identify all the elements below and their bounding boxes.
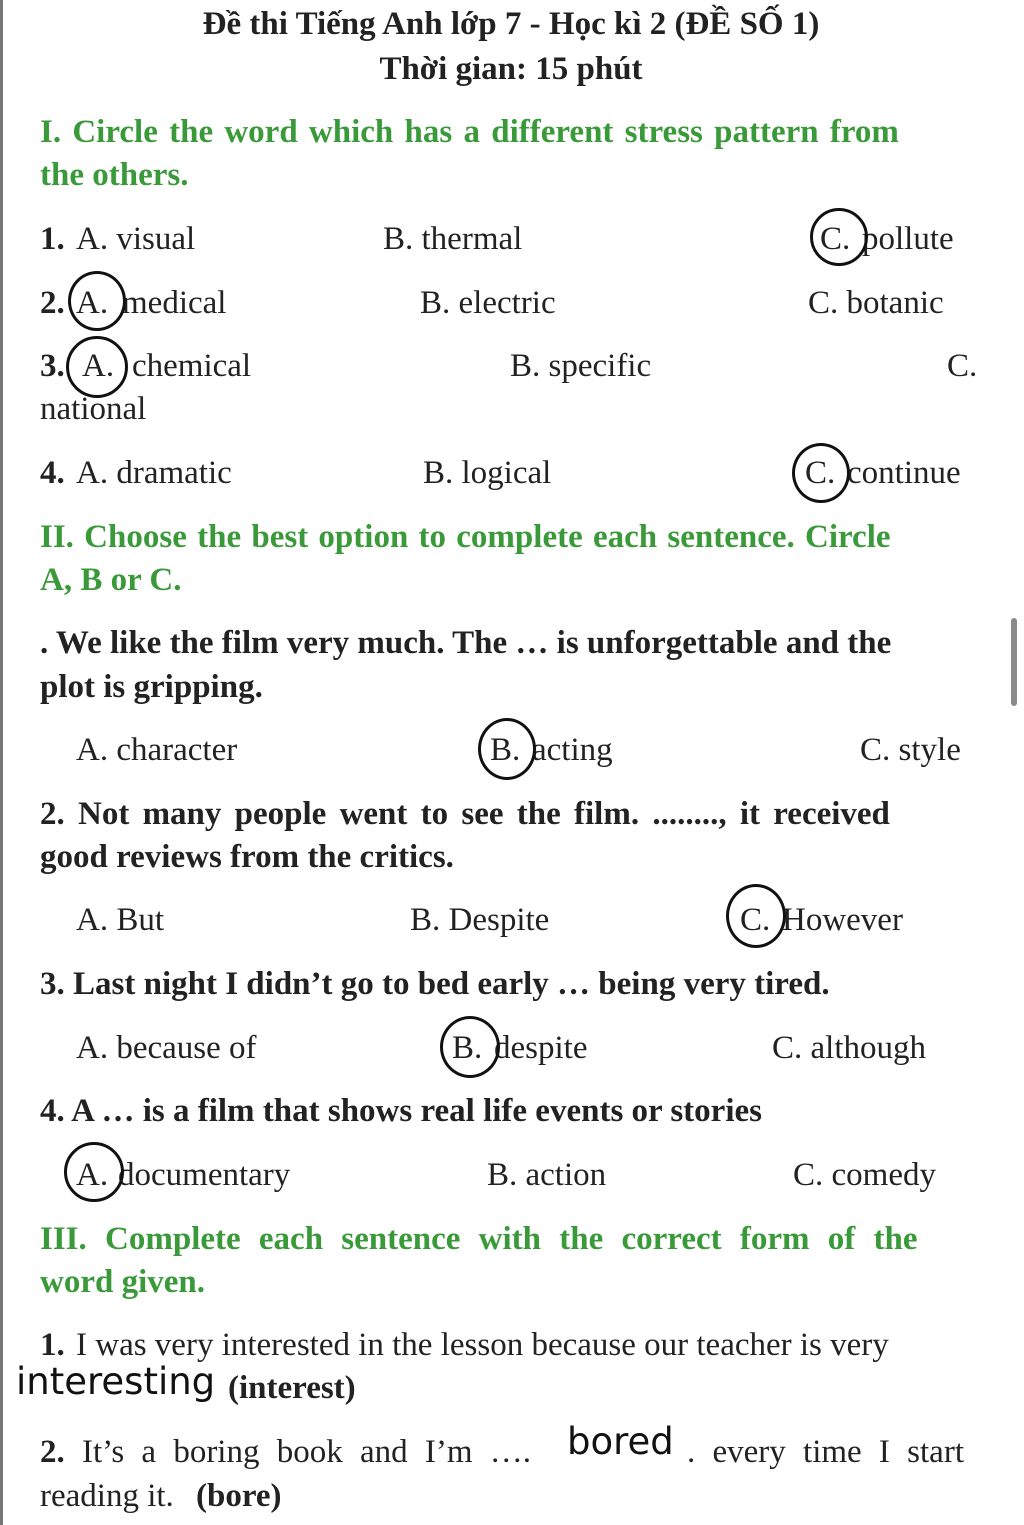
option-c-word: national bbox=[40, 391, 147, 427]
answer-circle-mark bbox=[726, 884, 786, 948]
option-c-label: C. bbox=[805, 455, 836, 491]
section2-heading-cont: A, B or C. bbox=[40, 562, 182, 598]
answer-circle-mark bbox=[792, 443, 850, 503]
question-number: 1. bbox=[40, 1327, 65, 1363]
option-b: B. electric bbox=[420, 285, 556, 321]
option-a-label: A. bbox=[76, 1157, 109, 1193]
option-a: A. But bbox=[76, 902, 165, 938]
option-b-word: despite bbox=[494, 1030, 588, 1066]
handwritten-answer: bored bbox=[567, 1420, 674, 1463]
option-a-word: medical bbox=[122, 285, 227, 321]
question-text: I was very interested in the lesson because our teacher is very bbox=[76, 1327, 889, 1363]
option-a-word: chemical bbox=[132, 348, 252, 384]
word-hint: (interest) bbox=[228, 1370, 356, 1406]
option-b: B. thermal bbox=[383, 221, 523, 257]
option-b-label: B. bbox=[490, 732, 521, 768]
option-a: A. dramatic bbox=[76, 455, 232, 491]
option-a: A. visual bbox=[76, 221, 196, 257]
option-b-label: B. bbox=[452, 1030, 483, 1066]
option-c-word: continue bbox=[847, 455, 961, 491]
question-number: 1. bbox=[40, 221, 65, 257]
time-limit: Thời gian: 15 phút bbox=[379, 51, 643, 87]
question-text: It’s a boring book and I’m …. bbox=[82, 1434, 532, 1470]
option-a-label: A. bbox=[76, 285, 109, 321]
page-left-edge bbox=[0, 0, 3, 1525]
question-number: 2. bbox=[40, 1434, 65, 1470]
section1-heading-cont: the others. bbox=[40, 157, 189, 193]
question-number: 3. bbox=[40, 348, 65, 384]
option-c: C. botanic bbox=[808, 285, 944, 321]
section1-heading: I. Circle the word which has a different stress pattern from bbox=[40, 114, 899, 150]
option-b: B. Despite bbox=[410, 902, 550, 938]
handwritten-answer: interesting bbox=[16, 1360, 216, 1403]
section3-heading: III. Complete each sentence with the correct form of the bbox=[40, 1221, 918, 1257]
section3-heading-cont: word given. bbox=[40, 1264, 205, 1300]
option-a: A. because of bbox=[76, 1030, 257, 1066]
question-text-cont: plot is gripping. bbox=[40, 669, 263, 705]
option-a: A. character bbox=[76, 732, 238, 768]
answer-circle-mark bbox=[478, 718, 536, 780]
question-text-cont: reading it. bbox=[40, 1478, 174, 1514]
question-text: 3. Last night I didn’t go to bed early … being very tired. bbox=[40, 966, 830, 1002]
option-c: C. although bbox=[772, 1030, 926, 1066]
question-number: 2. bbox=[40, 285, 65, 321]
question-number: 4. bbox=[40, 455, 65, 491]
page-title: Đề thi Tiếng Anh lớp 7 - Học kì 2 (ĐỀ SỐ 1) bbox=[202, 6, 820, 42]
answer-circle-mark bbox=[440, 1016, 500, 1078]
answer-circle-mark bbox=[810, 208, 868, 266]
option-c-word: However bbox=[782, 902, 903, 938]
scrollbar-thumb[interactable] bbox=[1011, 618, 1017, 706]
option-b: B. logical bbox=[423, 455, 552, 491]
question-text-end: . every time I start bbox=[687, 1434, 964, 1470]
question-text: 2. Not many people went to see the film. ........, it received bbox=[40, 796, 890, 832]
option-b: B. action bbox=[487, 1157, 607, 1193]
word-hint: (bore) bbox=[196, 1478, 282, 1514]
option-b: B. specific bbox=[510, 348, 652, 384]
option-c-label: C. bbox=[947, 348, 978, 384]
answer-circle-mark bbox=[66, 336, 128, 398]
question-text: 4. A … is a film that shows real life events or stories bbox=[40, 1093, 762, 1129]
question-text: . We like the film very much. The … is unforgettable and the bbox=[40, 625, 892, 661]
option-a-label: A. bbox=[82, 348, 115, 384]
option-b-word: acting bbox=[532, 732, 613, 768]
option-a-word: documentary bbox=[118, 1157, 291, 1193]
option-c-label: C. bbox=[820, 221, 851, 257]
option-c-word: pollute bbox=[862, 221, 954, 257]
option-c-label: C. bbox=[740, 902, 771, 938]
answer-circle-mark bbox=[68, 271, 126, 331]
answer-circle-mark bbox=[64, 1142, 124, 1202]
question-text-cont: good reviews from the critics. bbox=[40, 839, 454, 875]
section2-heading: II. Choose the best option to complete each sentence. Circle bbox=[40, 519, 891, 555]
option-c: C. style bbox=[860, 732, 961, 768]
option-c: C. comedy bbox=[793, 1157, 936, 1193]
